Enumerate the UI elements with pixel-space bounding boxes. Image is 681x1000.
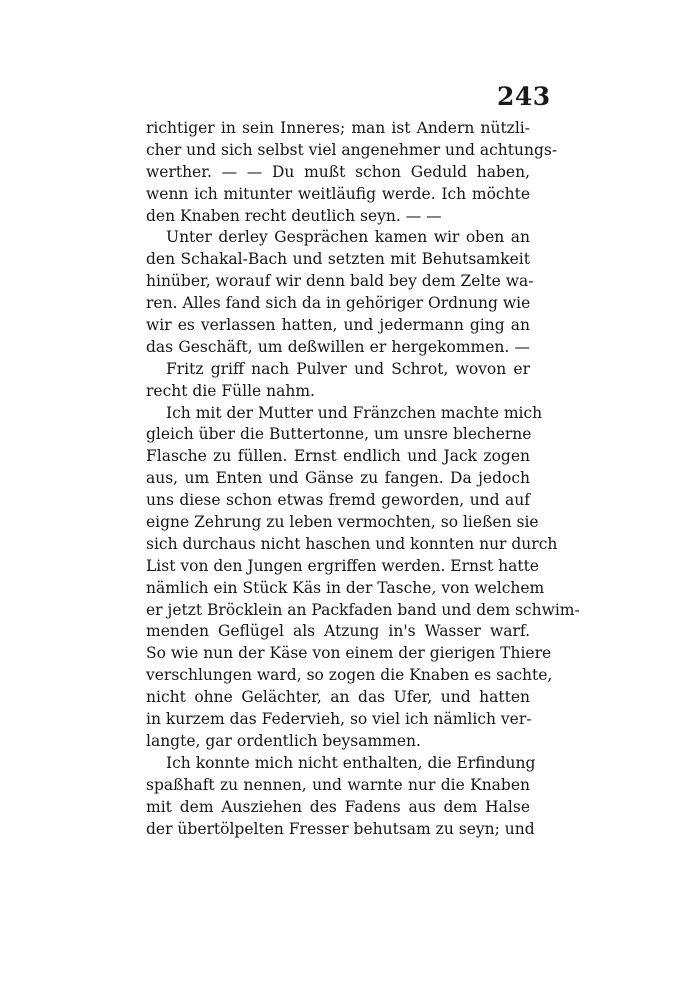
text-line: werther. — — Du mußt schon Geduld haben, <box>146 162 530 181</box>
text-line: recht die Fülle nahm. <box>146 381 315 400</box>
text-line: Flasche zu füllen. Ernst endlich und Jack zogen <box>146 447 530 466</box>
text-line: den Knaben recht deutlich seyn. — — <box>146 206 442 225</box>
text-line: verschlungen ward, so zogen die Knaben es sachte, <box>146 666 553 685</box>
text-line: So wie nun der Käse von einem der gierigen Thiere <box>146 644 552 663</box>
text-line: cher und sich selbst viel angenehmer und achtungs- <box>146 140 558 159</box>
text-line: nicht ohne Gelächter, an das Ufer, und hatten <box>146 688 530 707</box>
text-line: er jetzt Bröcklein an Packfaden band und dem schwim- <box>146 600 580 619</box>
page-number: 243 <box>497 82 551 111</box>
text-line: Unter derley Gesprächen kamen wir oben an <box>166 228 530 247</box>
text-line: sich durchaus nicht haschen und konnten nur durch <box>146 534 558 553</box>
text-line: langte, gar ordentlich beysammen. <box>146 731 421 750</box>
text-line: uns diese schon etwas fremd geworden, und auf <box>146 491 530 510</box>
text-line: aus, um Enten und Gänse zu fangen. Da jedoch <box>146 469 530 488</box>
text-line: Ich mit der Mutter und Fränzchen machte mich <box>166 403 543 422</box>
text-line: wenn ich mitunter weitläufig werde. Ich möchte <box>146 184 530 203</box>
text-line: hinüber, worauf wir denn bald bey dem Zelte wa- <box>146 272 534 291</box>
text-line: den Schakal-Bach und setzten mit Behutsamkeit <box>146 250 530 269</box>
text-line: gleich über die Buttertonne, um unsre blecherne <box>146 425 532 444</box>
text-line: in kurzem das Federvieh, so viel ich nämlich ver- <box>146 710 532 729</box>
text-line: spaßhaft zu nennen, und warnte nur die Knaben <box>146 775 530 794</box>
text-line: nämlich ein Stück Käs in der Tasche, von welchem <box>146 578 545 597</box>
text-line: der übertölpelten Fresser behutsam zu seyn; und <box>146 819 535 838</box>
text-line: eigne Zehrung zu leben vermochten, so ließen sie <box>146 513 539 532</box>
text-line: Fritz griff nach Pulver und Schrot, wovon er <box>166 359 530 378</box>
text-line: Ich konnte mich nicht enthalten, die Erfindung <box>166 753 536 772</box>
text-line: mit dem Ausziehen des Fadens aus dem Halse <box>146 797 530 816</box>
text-line: richtiger in sein Inneres; man ist Andern nützli- <box>146 119 530 137</box>
text-line: wir es verlassen hatten, und jedermann ging an <box>146 316 530 335</box>
text-line: List von den Jungen ergriffen werden. Ernst hatte <box>146 556 539 575</box>
text-line: menden Geflügel als Atzung in's Wasser warf. <box>146 622 530 641</box>
body-text <box>146 118 580 840</box>
text-line: ren. Alles fand sich da in gehöriger Ordnung wie <box>146 294 531 313</box>
text-line: das Geschäft, um deßwillen er hergekommen. — <box>146 337 530 356</box>
